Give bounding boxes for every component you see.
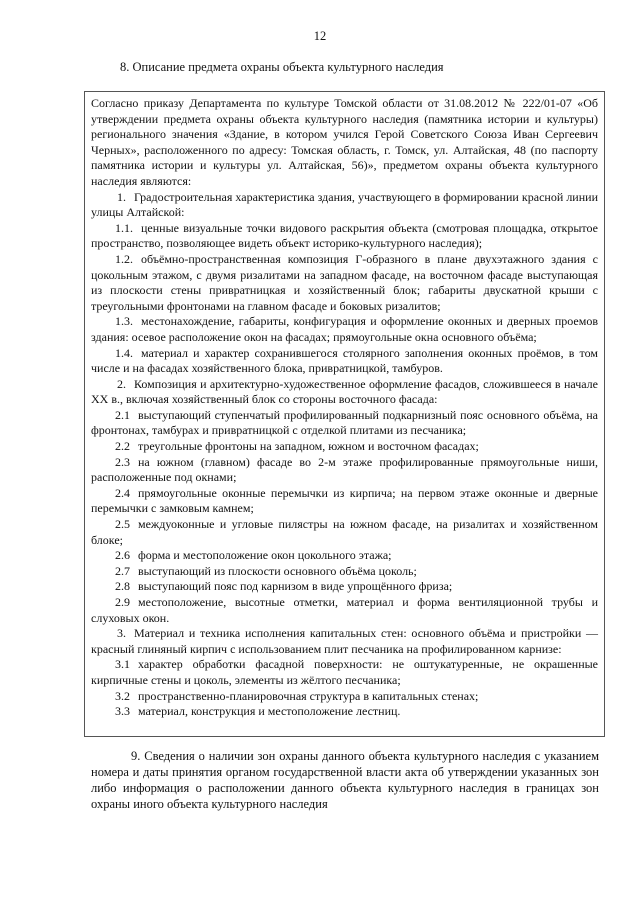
item-number: 2.1 bbox=[115, 407, 130, 422]
section-9-text: 9. Сведения о наличии зон охраны данного объекта культурного наследия с указанием номера и даты принятия органом государственной власти акта об утверждении указанных зон либо информация о расположении данного объекта культурного наследия в границах зон охраны иного объекта культурного наследия bbox=[91, 749, 599, 811]
item-text: Материал и техника исполнения капитальных стен: основного объёма и пристройки — красный глиняный кирпич с использованием плит песчаника на профилированном карнизе: bbox=[91, 626, 598, 656]
protection-item bbox=[91, 689, 598, 705]
item-number: 1.4. bbox=[115, 345, 133, 360]
protection-item bbox=[91, 377, 598, 408]
item-text: Градостроительная характеристика здания, участвующего в формировании красной линии улицы Алтайской: bbox=[91, 189, 598, 220]
protection-item bbox=[91, 486, 598, 517]
item-text: треугольные фронтоны на западном, южном и восточном фасадах; bbox=[138, 439, 479, 454]
item-text: объёмно-пространственная композиция Г-образного в плане двухэтажного здания с цокольным этажом, с двумя ризалитами на западном фасаде, на восточном фасаде выступающая из плоскости стены привратницкая и хозяйственный блок; габариты двускатной крыши с треугольными фронтонами на главном фасаде и боковых ризалитов; bbox=[91, 251, 598, 313]
item-text: ценные визуальные точки видового раскрытия объекта (смотровая площадка, открытое пространство, позволяющее видеть объект историко-культурного наследия); bbox=[91, 220, 598, 251]
protection-item bbox=[91, 579, 598, 595]
item-text: характер обработки фасадной поверхности: не оштукатуренные, не окрашенные кирпичные стены и цоколь, элементы из жёлтого песчаника; bbox=[91, 657, 598, 687]
item-text: выступающий пояс под карнизом в виде упрощённого фриза; bbox=[138, 579, 453, 594]
protection-item bbox=[91, 626, 598, 657]
item-number: 2.7 bbox=[115, 563, 130, 578]
item-text: на южном (главном) фасаде во 2-м этаже профилированные прямоугольные ниши, расположенные под окнами; bbox=[91, 454, 598, 485]
intro-paragraph: Согласно приказу Департамента по культуре Томской области от 31.08.2012 № 222/01-07 «Об утверждении предмета охраны объекта культурного наследия (памятника истории и культуры) регионального значения «Здание, в котором учился Герой Советского Союза Иван Сергеевич Черных», расположенного по адресу: Томская область, г. Томск, ул. Алтайская, 48 (по паспорту памятника истории и культуры ул. Алтайская, 56)», предметом охраны объекта культурного наследия являются: bbox=[91, 96, 598, 188]
protection-item bbox=[91, 408, 598, 439]
protection-subject-box bbox=[84, 91, 605, 737]
protection-item bbox=[91, 455, 598, 486]
item-text: материал и характер сохранившегося столярного заполнения оконных проёмов, в том числе и на фасадах хозяйственного блока, привратницкой, тамбуров. bbox=[91, 345, 598, 376]
item-number: 2.2 bbox=[115, 439, 130, 454]
item-number: 2.6 bbox=[115, 548, 130, 563]
protection-item bbox=[91, 190, 598, 221]
protection-item bbox=[91, 548, 598, 564]
protection-item bbox=[91, 564, 598, 580]
section-8-title: 8. Описание предмета охраны объекта культурного наследия bbox=[120, 60, 444, 74]
page-number: 12 bbox=[313, 29, 327, 43]
protection-item bbox=[91, 704, 598, 720]
protection-items-list bbox=[91, 190, 598, 720]
protection-item bbox=[91, 221, 598, 252]
item-number: 2.5 bbox=[115, 517, 130, 532]
protection-item bbox=[91, 346, 598, 377]
item-text: Композиция и архитектурно-художественное оформление фасадов, сложившееся в начале XX в., включая хозяйственный блок со стороны восточного фасада: bbox=[91, 376, 598, 407]
item-text: материал, конструкция и местоположение лестниц. bbox=[138, 704, 401, 719]
protection-item bbox=[91, 439, 598, 455]
protection-item bbox=[91, 517, 598, 548]
item-text: прямоугольные оконные перемычки из кирпича; на первом этаже оконные и дверные перемычки с замковым камнем; bbox=[91, 485, 598, 516]
protection-item bbox=[91, 595, 598, 626]
section-9 bbox=[91, 748, 599, 812]
item-number: 2.3 bbox=[115, 454, 130, 469]
item-number: 2.9 bbox=[115, 595, 130, 609]
item-number: 1.1. bbox=[115, 220, 133, 235]
item-number: 3.2 bbox=[115, 688, 130, 703]
item-text: форма и местоположение окон цокольного этажа; bbox=[138, 548, 392, 563]
item-text: выступающий из плоскости основного объёма цоколь; bbox=[138, 563, 417, 578]
item-number: 1. bbox=[117, 189, 126, 204]
item-number: 2. bbox=[117, 376, 126, 391]
item-number: 1.3. bbox=[115, 314, 133, 329]
item-number: 3.3 bbox=[115, 704, 130, 719]
item-text: пространственно-планировочная структура в капитальных стенах; bbox=[138, 688, 479, 703]
protection-item bbox=[91, 314, 598, 345]
protection-item bbox=[91, 657, 598, 688]
item-number: 1.2. bbox=[115, 251, 133, 266]
protection-item bbox=[91, 252, 598, 314]
item-number: 3. bbox=[117, 626, 126, 641]
item-number: 3.1 bbox=[115, 657, 130, 672]
item-text: местонахождение, габариты, конфигурация и оформление оконных и дверных проемов здания: осевое расположение окон на фасадах; прямоугольные окна основного объёма; bbox=[91, 314, 598, 344]
item-text: местоположение, высотные отметки, материал и форма вентиляционной трубы и слуховых окон. bbox=[91, 595, 598, 625]
item-text: междуоконные и угловые пилястры на южном фасаде, на ризалитах и хозяйственном блоке; bbox=[91, 517, 598, 547]
item-number: 2.8 bbox=[115, 579, 130, 594]
item-number: 2.4 bbox=[115, 485, 130, 500]
item-text: выступающий ступенчатый профилированный подкарнизный пояс основного объёма, на фронтонах, тамбурах и привратницкой с отделкой плитами из песчаника; bbox=[91, 407, 598, 438]
